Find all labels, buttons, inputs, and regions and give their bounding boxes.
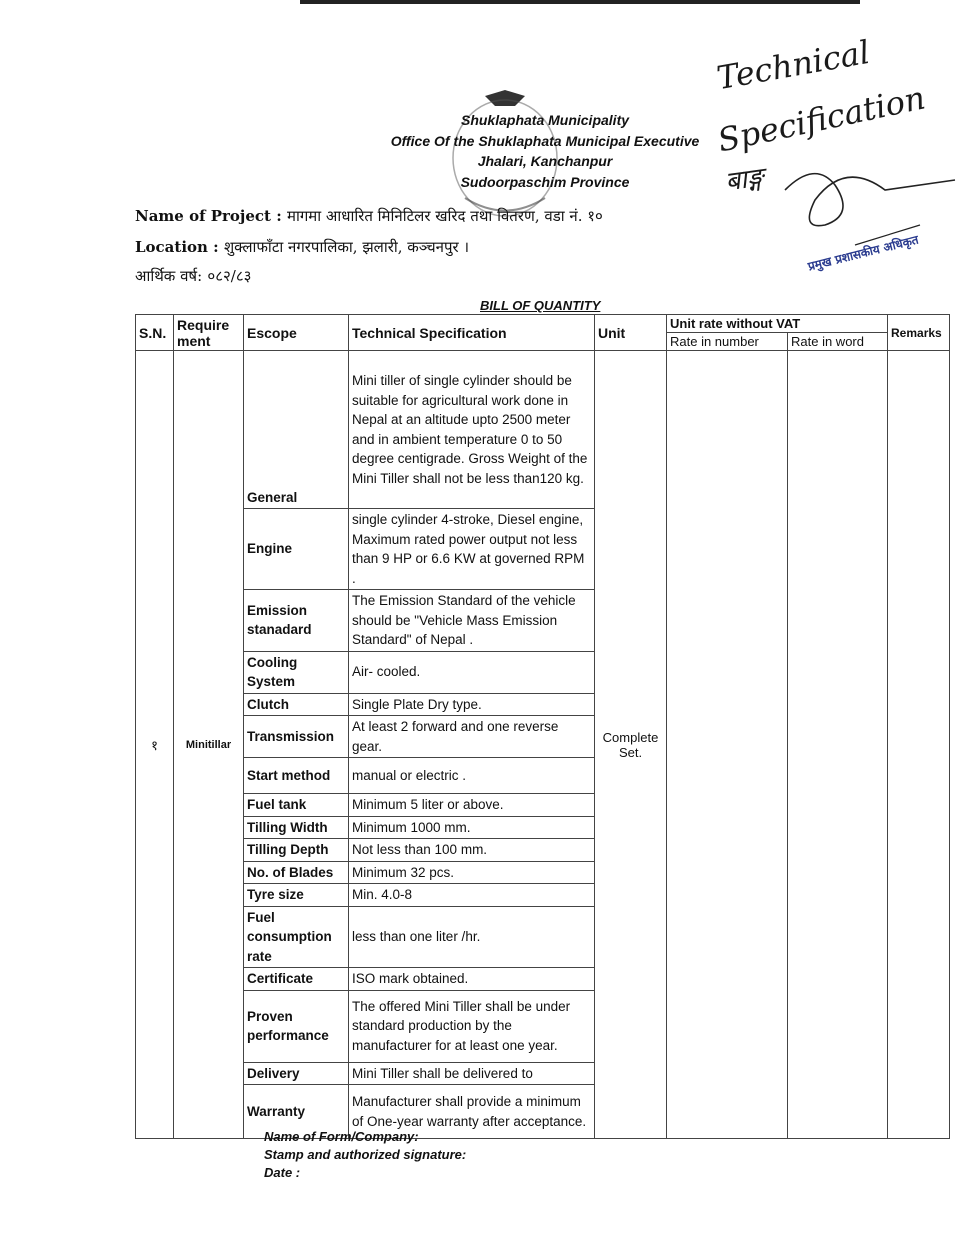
cell-rate-number	[667, 351, 788, 1139]
col-rate-word: Rate in word	[788, 333, 888, 351]
bill-of-quantity-table	[135, 314, 950, 1139]
cell-escope: Warranty	[244, 1085, 349, 1139]
cell-unit: Complete Set.	[595, 351, 667, 1139]
handwritten-technical: Technical	[713, 32, 873, 98]
officer-stamp: प्रमुख प्रशासकीय अधिकृत	[806, 232, 920, 274]
cell-spec: Minimum 5 liter or above.	[349, 794, 595, 817]
footer-company: Name of Form/Company:	[264, 1129, 419, 1144]
cell-escope: No. of Blades	[244, 861, 349, 884]
cell-escope: Fuel consumption rate	[244, 906, 349, 968]
footer-date: Date :	[264, 1165, 301, 1180]
header-office: Office Of the Shuklaphata Municipal Executive	[390, 132, 700, 149]
cell-spec: Mini Tiller shall be delivered to	[349, 1062, 595, 1085]
header-municipality: Shuklaphata Municipality	[460, 112, 630, 128]
col-rate-number: Rate in number	[667, 333, 788, 351]
cell-spec: Manufacturer shall provide a minimum of One-year warranty after acceptance.	[349, 1085, 595, 1139]
header-address: Jhalari, Kanchanpur	[477, 153, 613, 169]
cell-escope: Cooling System	[244, 651, 349, 693]
footer-stamp: Stamp and authorized signature:	[264, 1147, 467, 1162]
cell-spec: The Emission Standard of the vehicle should be "Vehicle Mass Emission Standard" of Nepal .	[349, 590, 595, 652]
cell-escope: General	[244, 351, 349, 509]
project-location: Location : शुक्लाफाँटा नगरपालिका, झलारी, कञ्चनपुर ।	[135, 238, 470, 256]
cell-escope: Transmission	[244, 716, 349, 758]
cell-spec: single cylinder 4-stroke, Diesel engine, Maximum rated power output not less than 9 HP or 6.6 KW at governed RPM .	[349, 509, 595, 590]
cell-escope: Fuel tank	[244, 794, 349, 817]
cell-spec: Mini tiller of single cylinder should be suitable for agricultural work done in Nepal at an altitude upto 2500 meter and in ambient temperature 0 to 50 degree centigrade. Gross Weight of the Mini Tiller shall not be less than120 kg.	[349, 351, 595, 509]
col-requirement: Require ment	[174, 315, 244, 351]
handwritten-specification: Specification	[714, 78, 929, 160]
cell-spec: Not less than 100 mm.	[349, 839, 595, 862]
cell-escope: Tilling Width	[244, 816, 349, 839]
table-row	[136, 351, 950, 509]
boq-title: BILL OF QUANTITY	[480, 298, 601, 313]
fiscal-year: आर्थिक वर्ष: ०८२/८३	[135, 267, 252, 285]
col-escope: Escope	[244, 315, 349, 351]
cell-spec: The offered Mini Tiller shall be under standard production by the manufacturer for at least one year.	[349, 990, 595, 1062]
cell-escope: Start method	[244, 758, 349, 794]
project-name: Name of Project : मागमा आधारित मिनिटिलर खरिद तथा वितरण, वडा नं. १०	[135, 207, 603, 225]
cell-escope: Tilling Depth	[244, 839, 349, 862]
col-sn: S.N.	[136, 315, 174, 351]
cell-escope: Certificate	[244, 968, 349, 991]
cell-spec: ISO mark obtained.	[349, 968, 595, 991]
cell-spec: manual or electric .	[349, 758, 595, 794]
header-province: Sudoorpaschim Province	[460, 173, 630, 190]
top-edge-bar	[300, 0, 860, 4]
cell-spec: At least 2 forward and one reverse gear.	[349, 716, 595, 758]
cell-escope: Emission stanadard	[244, 590, 349, 652]
cell-rate-word	[788, 351, 888, 1139]
cell-escope: Clutch	[244, 693, 349, 716]
cell-escope: Proven performance	[244, 990, 349, 1062]
signature-footer	[264, 1128, 466, 1182]
cell-spec: less than one liter /hr.	[349, 906, 595, 968]
col-remarks: Remarks	[888, 315, 950, 351]
cell-spec: Single Plate Dry type.	[349, 693, 595, 716]
municipality-header	[380, 110, 710, 192]
col-unit: Unit	[595, 315, 667, 351]
col-unit-rate: Unit rate without VAT	[667, 315, 888, 333]
cell-spec: Minimum 32 pcs.	[349, 861, 595, 884]
handwritten-note: बाङ्ग	[723, 162, 766, 198]
header-row	[136, 315, 950, 333]
cell-sn: १	[136, 351, 174, 1139]
cell-escope: Tyre size	[244, 884, 349, 907]
cell-remarks	[888, 351, 950, 1139]
cell-escope: Engine	[244, 509, 349, 590]
cell-requirement: Minitillar	[174, 351, 244, 1139]
cell-spec: Minimum 1000 mm.	[349, 816, 595, 839]
col-spec: Technical Specification	[349, 315, 595, 351]
cell-spec: Min. 4.0-8	[349, 884, 595, 907]
cell-escope: Delivery	[244, 1062, 349, 1085]
cell-spec: Air- cooled.	[349, 651, 595, 693]
